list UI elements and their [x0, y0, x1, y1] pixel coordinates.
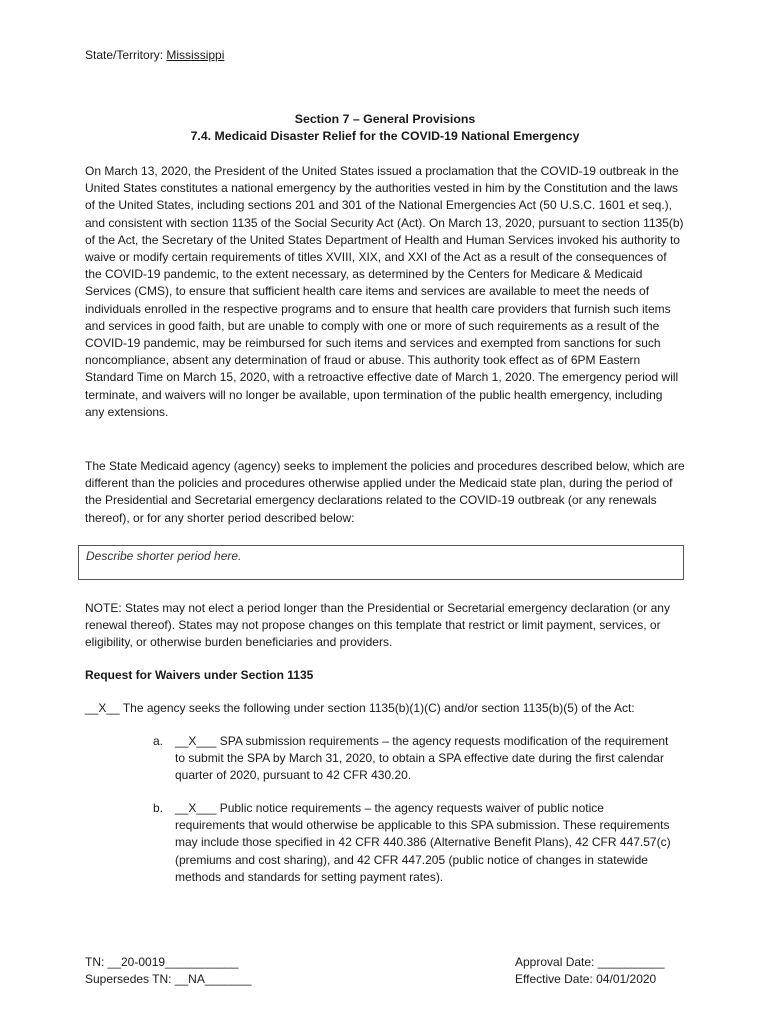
- supersedes-tn: Supersedes TN: __NA_______: [85, 972, 252, 987]
- state-label: State/Territory:: [85, 48, 164, 62]
- waivers-intro: __X__ The agency seeks the following under section 1135(b)(1)(C) and/or section 1135(b)(5) of the Act:: [85, 701, 635, 715]
- section-title: Section 7 – General Provisions: [294, 112, 476, 126]
- state-value: Mississippi: [166, 48, 225, 62]
- waiver-item-text: __X___ SPA submission requirements – the agency requests modification of the requirement to submit the SPA by March 31, 2020, to obtain a SPA effective date during the first calendar quarter of 2020, pursuant to 42 CFR 430.20.: [175, 734, 669, 783]
- shorter-period-field[interactable]: [78, 545, 684, 580]
- waivers-heading: Request for Waivers under Section 1135: [85, 668, 314, 682]
- state-territory-line: [85, 48, 224, 62]
- waiver-item-letter: a.: [153, 734, 164, 748]
- effective-date: Effective Date: 04/01/2020: [515, 972, 657, 987]
- subsection-title: 7.4. Medicaid Disaster Relief for the COVID-19 National Emergency: [190, 129, 580, 143]
- footer-right: [515, 954, 664, 988]
- agency-paragraph: The State Medicaid agency (agency) seeks to implement the policies and procedures described below, which are different than the policies and procedures otherwise applied under the Medicaid state plan, during the period of the Presidential and Secretarial emergency declarations related to the COVID-19 outbreak (or any renewals thereof), or for any shorter period described below:: [85, 459, 685, 525]
- shorter-period-placeholder: Describe shorter period here.: [86, 549, 242, 563]
- note-paragraph: NOTE: States may not elect a period longer than the Presidential or Secretarial emergency declaration (or any renewal thereof). States may not propose changes on this template that restrict or limit payment, services, or eligibility, or otherwise burden beneficiaries and providers.: [85, 601, 670, 650]
- tn-number: TN: __20-0019___________: [85, 955, 239, 969]
- title-block: [0, 111, 770, 145]
- waiver-item-text: __X___ Public notice requirements – the agency requests waiver of public notice requirements that would otherwise be applicable to this SPA submission. These requirements may include those specified in 42 CFR 440.386 (Alternative Benefit Plans), 42 CFR 447.57(c) (premiums and cost sharing), and 42 CFR 447.205 (public notice of changes in statewide methods and standards for setting payment rates).: [175, 801, 671, 884]
- approval-date: Approval Date: __________: [515, 955, 665, 969]
- intro-paragraph: On March 13, 2020, the President of the United States issued a proclamation that the COVID-19 outbreak in the United States constitutes a national emergency by the authorities vested in him by the Constitution and the laws of the United States, including sections 201 and 301 of the National Emergencies Act (50 U.S.C. 1601 et seq.), and consistent with section 1135 of the Social Security Act (Act). On March 13, 2020, pursuant to section 1135(b) of the Act, the Secretary of the United States Department of Health and Human Services invoked his authority to waive or modify certain requirements of titles XVIII, XIX, and XXI of the Act as a result of the consequences of the COVID-19 pandemic, to the extent necessary, as determined by the Centers for Medicare & Medicaid Services (CMS), to ensure that sufficient health care items and services are available to meet the needs of individuals enrolled in the respective programs and to ensure that health care providers that furnish such items and services in good faith, but are unable to comply with one or more of such requirements as a result of the COVID-19 pandemic, may be reimbursed for such items and services and exempted from sanctions for such noncompliance, absent any determination of fraud or abuse. This authority took effect as of 6PM Eastern Standard Time on March 15, 2020, with a retroactive effective date of March 1, 2020. The emergency period will terminate, and waivers will no longer be available, upon termination of the public health emergency, including any extensions.: [85, 164, 684, 419]
- waiver-item-letter: b.: [153, 801, 164, 815]
- footer-left: [85, 954, 252, 988]
